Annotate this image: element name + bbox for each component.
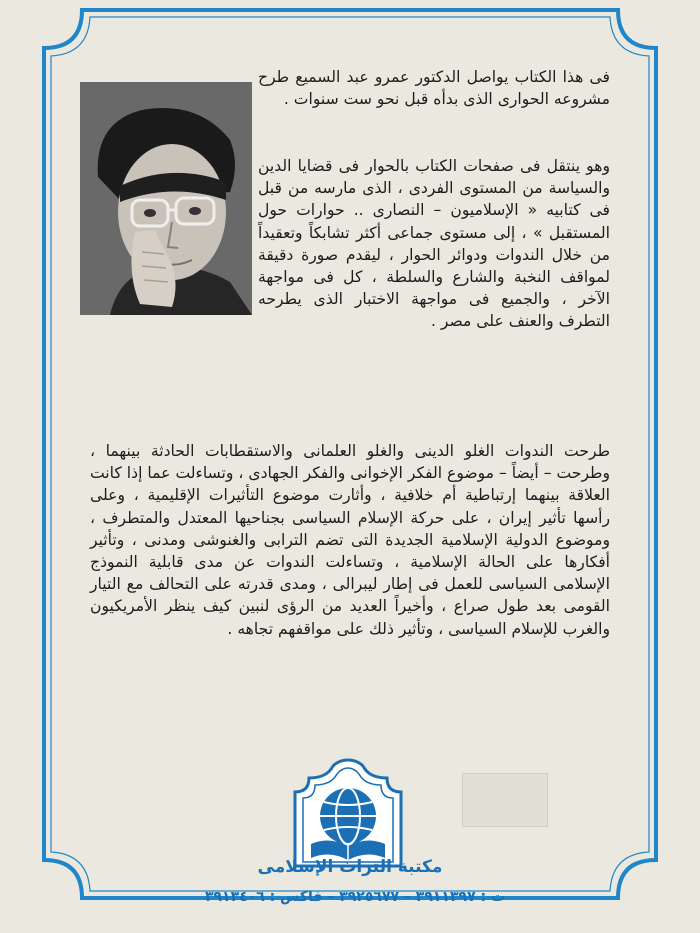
intro-paragraph: فى هذا الكتاب يواصل الدكتور عمرو عبد السميع طرح مشروعه الحوارى الذى بدأه قبل نحو ست سنوات . <box>258 68 610 109</box>
photo-wrap-spacer <box>90 155 258 315</box>
publisher-contact: ت : ٣٩١١٣٩٧ – ٣٩٢٥٦٧٧ – فاكس : ٣٩١٣٤٠٦ <box>204 889 506 905</box>
price-sticker-residue <box>462 773 548 827</box>
body-paragraph-2: طرحت الندوات الغلو الدينى والغلو العلمانى والاستقطابات الحادثة بينهما ، وطرحت – أيضاً – موضوع الفكر الإخوانى والفكر الجهادى ، وتساءلت عما إذا كانت العلاقة بينهما إرتباطية أم خلافية ، وأثارت موضوع التأثيرات الإقليمية ، وعلى رأسها تأثير إيران ، على حركة الإسلام السياسى بجناحيها المعتدل والمتطرف ، وموضوع الدولية الإسلامية الجديدة التى تضم الترابى والغنوشى ومدنى ، وتأثير أفكارها على الحالة الإسلامية ، وتساءلت الندوات عن مدى قابلية النموذج الإسلامى السياسى للعمل فى إطار ليبرالى ، ومدى قدرته على التحالف مع التيار القومى بعد طول صراع ، وأخيراً العديد من الرؤى لنبين كيف ينظر الأمريكيون والغرب للإسلام السياسى ، وتأثير ذلك على مواقفهم تجاهه . <box>90 442 610 638</box>
globe-book-logo-icon <box>287 758 409 868</box>
body-paragraph-1-text: وهو ينتقل فى صفحات الكتاب بالحوار فى قضايا الدين والسياسة من المستوى الفردى ، الذى مارسه من قبل فى كتابيه « الإسلاميون – النصارى .. حوارات حول المستقبل » ، إلى مستوى جماعى أكثر تشابكاً وتعقيداً من خلال الندوات ودوائر الحوار ، ليقدم صورة دقيقة لمواقف النخبة والشارع والسلطة ، كل فى مواجهة الآخر ، والجميع فى مواجهة الاختبار الذى يطرحه التطرف والعنف على مصر . <box>258 157 610 331</box>
body-paragraph-1 <box>90 155 610 333</box>
publisher-name: مكتبة التراث الإسلامى <box>257 857 443 877</box>
